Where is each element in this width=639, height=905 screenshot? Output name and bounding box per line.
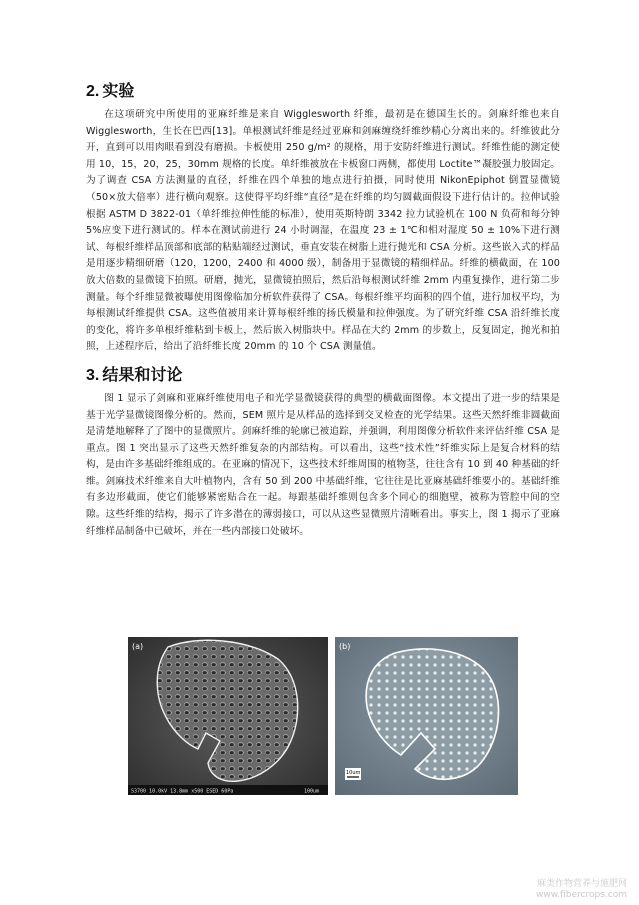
scale-bar-label-a: 100um [304,788,320,795]
section-title: 实验 [102,83,135,100]
section-results [86,362,560,540]
section-experiment [86,78,560,356]
sem-micrograph-a [128,637,328,795]
optical-micrograph-b [335,637,518,795]
watermark [536,879,627,901]
sem-info-bar: S3700 10.0kV 13.8mm x500 ESED 60Pa [131,788,234,795]
panel-label-b: (b) [339,642,351,651]
watermark-line-2: www.fibercrops.com [536,890,627,900]
paragraph: 在这项研究中所使用的亚麻纤维是来自 Wigglesworth 纤维，最初是在德国生长的。剑麻纤维也来自 Wigglesworth，生长在巴西[13]。单根测试纤维是经过亚麻和剑麻缠绕纤维纱精心分离出来的。纤维彼此分开，直到可以用肉眼看到没有磨损。卡板使用 250 g/m² 的规格，用于安防纤维进行测试。纤维性能的测定使用 10，15，20，25，30mm 规格的长度。单纤维被放在卡板窗口两侧，都使用 Loctite™凝胶强力胶固定。为了调查 CSA 方法测量的直径，纤维在四个单独的地点进行拍摄，同时使用 NikonEpiphot 倒置显微镜（50×放大倍率）进行横向观察。这使得平均纤维“直径”是在纤维的均匀圆截面假设下进行估计的。拉伸试验根据 ASTM D 3822-01（单纤维拉伸性能的标准），使用英斯特朗 3342 拉力试验机在 100 N 负荷和每分钟 5%应变下进行测试的。样本在测试前进行 24 小时调湿，在温度 23 ± 1℃和相对湿度 50 ± 10%下进行测试、每根纤维样品顶部和底部的粘贴端经过测试，垂直安装在树脂上进行抛光和 CSA 分析。这些嵌入式的样品是用逐步精细研磨（120，1200，2400 和 4000 级），制备用于显微镜的精细样品。纤维的横截面，在 100 放大倍数的显微镜下拍照。研磨，抛光，显微镜拍照后，然后沿每根测试纤维 2mm 内重复操作，进行第二步测量。每个纤维显微被曝使用图像临加分析软件获得了 CSA。每根纤维平均面积的四个值，进行加权平均，为每根测试纤维提供 CSA。这些值被用来计算每根纤维的扬氏模量和拉伸强度。为了研究纤维 CSA 沿纤维长度的变化，将许多单根纤维粘到卡板上，然后嵌入树脂块中。样品在大约 2mm 的步数上，反复固定，抛光和拍照，上述程序后，给出了沿纤维长度 20mm 的 10 个 CSA 测量值。 [86,109,560,353]
section-heading [86,362,560,385]
section-number: 2. [86,83,100,100]
watermark-line-1: 麻类作物营养与施肥网 [536,879,627,889]
section-title: 结果和讨论 [102,366,183,384]
section-number: 3. [86,366,100,384]
figure-1 [128,637,512,795]
scale-bar-label-b: 10um [346,770,361,776]
section-heading [86,78,560,101]
article-body [86,78,560,540]
panel-label-a: (a) [132,642,144,651]
paragraph: 图 1 显示了剑麻和亚麻纤维使用电子和光学显微镜获得的典型的横截面图像。本文提出了进一步的结果是基于光学显微镜图像分析的。然而，SEM 照片是从样品的选择到交叉检查的光学结果。这些天然纤维非圆截面是清楚地解释了了图中的显微照片。剑麻纤维的轮廓已被追踪，并强调，利用图像分析软件来评估纤维 CSA 是重点。图 1 突出显示了这些天然纤维复杂的内部结构。可以看出，这些“技术性”纤维实际上是复合材料的结构，是由许多基础纤维组成的。在亚麻的情况下，这些技术纤维周围的植物茎，往往含有 10 到 40 种基础的纤维。剑麻技术纤维来自大叶植物内，含有 50 到 200 中基础纤维，它往往是比亚麻基础纤维要小的。基础纤维有多边形截面，使它们能够紧密贴合在一起。每跟基础纤维则包含多个同心的细胞壁，被称为管腔中间的空隙。这些纤维的结构，揭示了许多潜在的薄弱接口，可以从这些显微照片清晰看出。事实上，图 1 揭示了亚麻纤维样品制备中已破坏，并在一些内部接口处破坏。 [86,392,560,537]
